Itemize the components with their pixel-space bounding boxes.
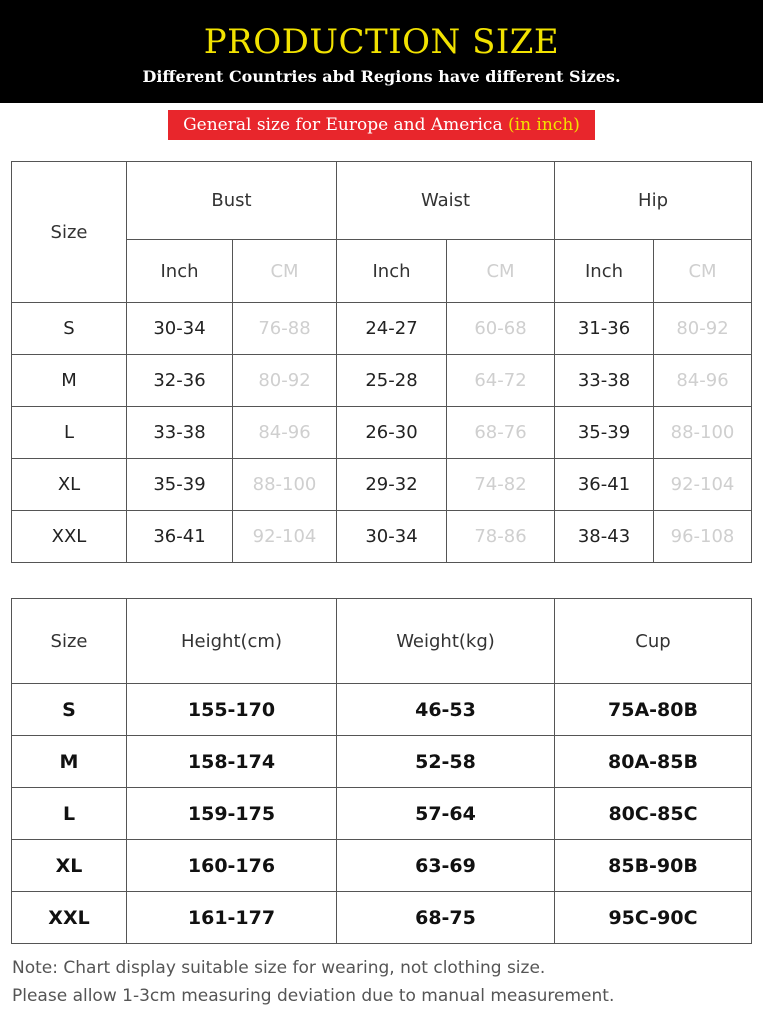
waist-inch-cell: 30-34 [337,511,447,563]
size-cell: S [12,303,127,355]
bust-inch-cell: 32-36 [127,355,233,407]
hip-inch-cell: 31-36 [555,303,654,355]
note-label: Note: [12,958,58,978]
table-row [12,459,752,511]
bust-inch-cell: 35-39 [127,459,233,511]
cup-header: Cup [555,599,752,684]
waist-inch-cell: 26-30 [337,407,447,459]
table-row [12,684,752,736]
bust-cm-cell: 92-104 [233,511,337,563]
hip-header: Hip [555,162,752,240]
size-cell: L [12,788,127,840]
note-line-2: Please allow 1-3cm measuring deviation due to manual measurement. [12,986,615,1006]
hip-cm-cell: 96-108 [654,511,752,563]
bust-cm-cell: 84-96 [233,407,337,459]
region-banner [168,110,595,140]
hip-inch-cell: 33-38 [555,355,654,407]
bust-inch-cell: 36-41 [127,511,233,563]
hip-cm-cell: 88-100 [654,407,752,459]
cup-cell: 80A-85B [555,736,752,788]
weight-cell: 68-75 [337,892,555,944]
size-cell: S [12,684,127,736]
bust-inch-cell: 30-34 [127,303,233,355]
table-row [12,303,752,355]
height-header: Height(cm) [127,599,337,684]
size-cell: XXL [12,511,127,563]
measurement-size-table [11,161,752,563]
cup-cell: 85B-90B [555,840,752,892]
height-cell: 159-175 [127,788,337,840]
bust-cm-cell: 76-88 [233,303,337,355]
page-subtitle: Different Countries abd Regions have different Sizes. [142,67,621,86]
table-row [12,511,752,563]
bust-header: Bust [127,162,337,240]
height-cell: 158-174 [127,736,337,788]
cup-cell: 75A-80B [555,684,752,736]
hip-inch-cell: 38-43 [555,511,654,563]
bust-inch-header: Inch [127,240,233,303]
height-cell: 155-170 [127,684,337,736]
cup-cell: 80C-85C [555,788,752,840]
note-text: Chart display suitable size for wearing, not clothing size. [63,958,546,978]
waist-inch-cell: 24-27 [337,303,447,355]
hip-inch-cell: 35-39 [555,407,654,459]
table-row [12,840,752,892]
note-line-1 [12,958,545,978]
weight-cell: 63-69 [337,840,555,892]
bust-cm-cell: 80-92 [233,355,337,407]
hip-inch-cell: 36-41 [555,459,654,511]
waist-inch-cell: 29-32 [337,459,447,511]
size-cell: L [12,407,127,459]
waist-header: Waist [337,162,555,240]
waist-inch-header: Inch [337,240,447,303]
page-title: PRODUCTION SIZE [203,22,560,62]
hip-cm-header: CM [654,240,752,303]
size-header: Size [12,599,127,684]
height-cell: 161-177 [127,892,337,944]
table-row [12,736,752,788]
hip-inch-header: Inch [555,240,654,303]
waist-cm-cell: 64-72 [447,355,555,407]
waist-cm-cell: 60-68 [447,303,555,355]
waist-cm-cell: 78-86 [447,511,555,563]
size-cell: XL [12,840,127,892]
size-cell: XXL [12,892,127,944]
waist-cm-cell: 68-76 [447,407,555,459]
body-size-table [11,598,752,944]
table-row [12,892,752,944]
waist-inch-cell: 25-28 [337,355,447,407]
bust-inch-cell: 33-38 [127,407,233,459]
weight-cell: 52-58 [337,736,555,788]
table-row [12,407,752,459]
hip-cm-cell: 80-92 [654,303,752,355]
size-cell: M [12,355,127,407]
table-row [12,355,752,407]
height-cell: 160-176 [127,840,337,892]
region-banner-text: General size for Europe and America [183,115,503,135]
bust-cm-header: CM [233,240,337,303]
hip-cm-cell: 84-96 [654,355,752,407]
bust-cm-cell: 88-100 [233,459,337,511]
region-banner-unit: (in inch) [508,115,580,135]
header-banner [0,0,763,103]
weight-header: Weight(kg) [337,599,555,684]
cup-cell: 95C-90C [555,892,752,944]
weight-cell: 57-64 [337,788,555,840]
size-cell: M [12,736,127,788]
weight-cell: 46-53 [337,684,555,736]
waist-cm-cell: 74-82 [447,459,555,511]
size-cell: XL [12,459,127,511]
table-row [12,788,752,840]
waist-cm-header: CM [447,240,555,303]
size-header: Size [12,162,127,303]
hip-cm-cell: 92-104 [654,459,752,511]
